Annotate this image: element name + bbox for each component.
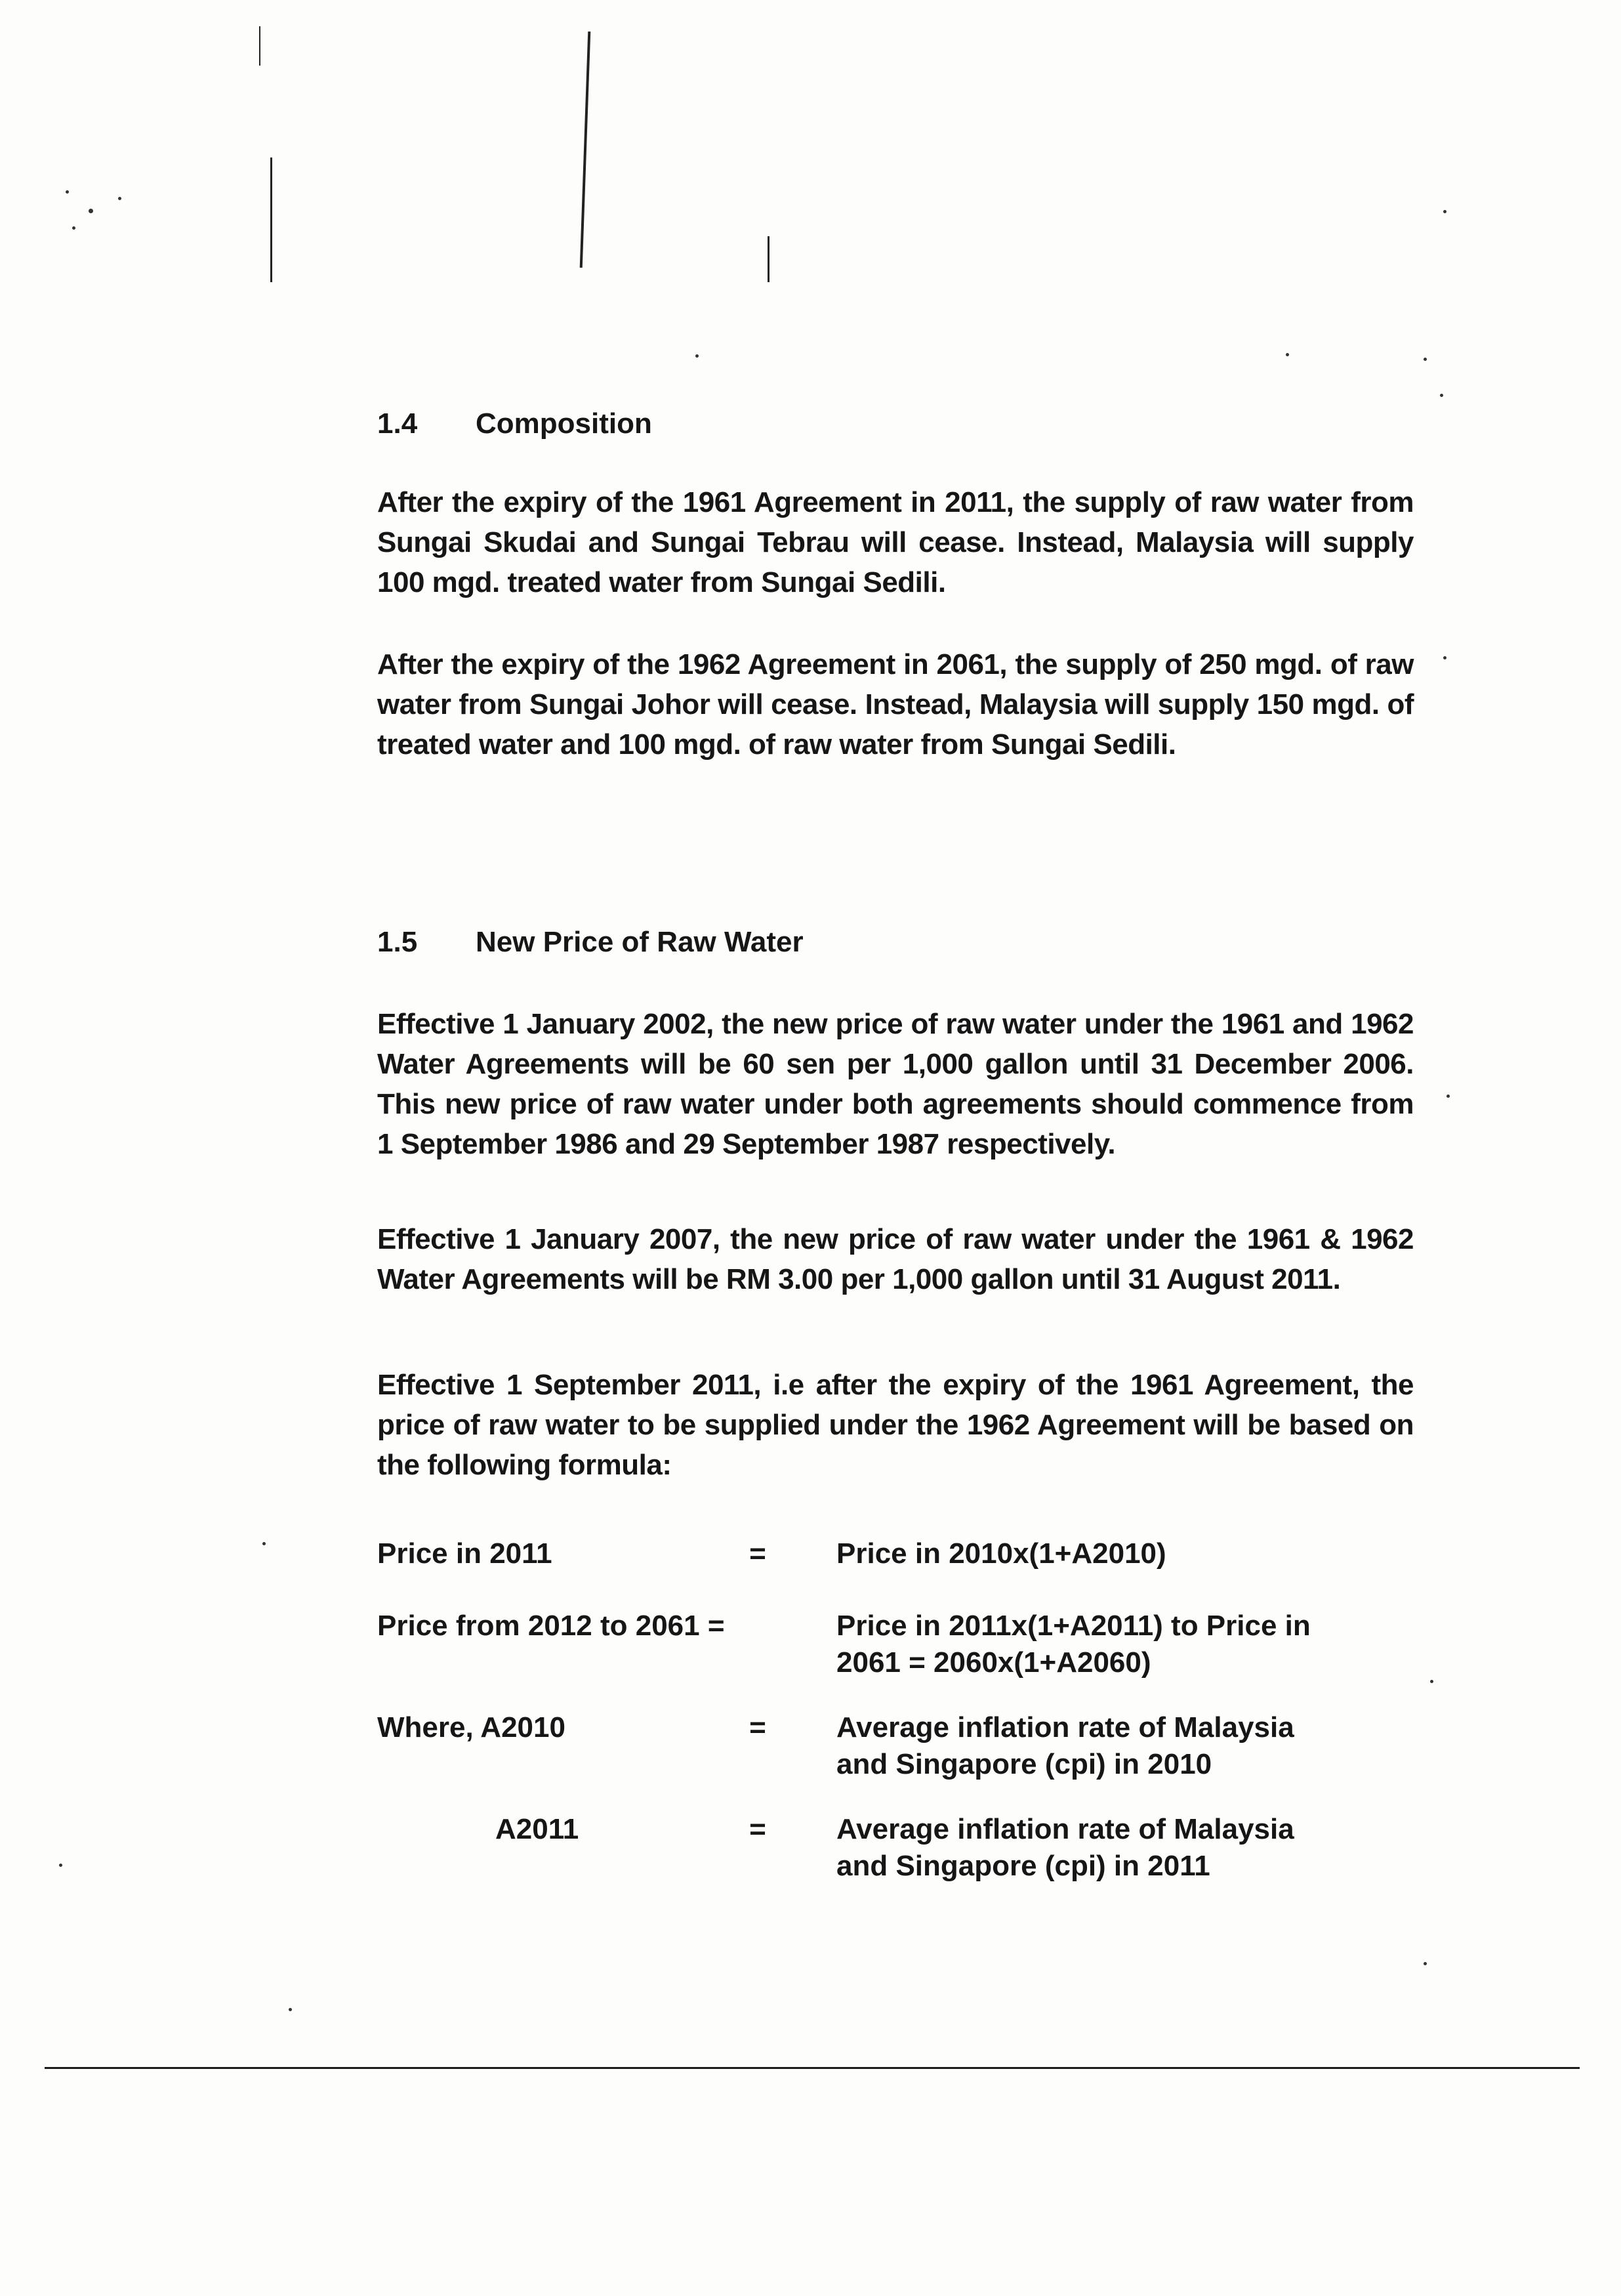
- scan-speck: [72, 226, 75, 230]
- formula-rhs: [836, 1608, 1427, 1681]
- formula-rhs-line: and Singapore (cpi) in 2010: [836, 1748, 1212, 1780]
- section-number: 1.5: [377, 926, 418, 958]
- scan-speck: [262, 1542, 266, 1545]
- formula-equals: =: [749, 1537, 766, 1570]
- paragraph: Effective 1 January 2007, the new price of raw water under the 1961 & 1962 Water Agreements will be RM 3.00 per 1,000 gallon until 31 August 2011.: [377, 1223, 1414, 1295]
- formula-rhs: [836, 1535, 1427, 1572]
- formula-lhs: Price in 2011: [377, 1537, 552, 1570]
- scan-speck: [59, 1864, 62, 1867]
- formula-rhs: [836, 1811, 1427, 1885]
- paragraph: Effective 1 January 2002, the new price of raw water under the 1961 and 1962 Water Agreements will be 60 sen per 1,000 gallon until 31 December 2006. This new price of raw water under both agreements should commence from 1 September 1986 and 29 September 1987 respectively.: [377, 1008, 1414, 1160]
- formula-equals: =: [749, 1813, 766, 1845]
- scan-speck: [1440, 394, 1443, 397]
- scan-speck: [1443, 210, 1447, 213]
- scan-speck: [289, 2008, 292, 2011]
- scan-speck: [66, 190, 69, 194]
- scan-mark-vertical: [580, 31, 591, 268]
- scan-speck: [1424, 358, 1427, 361]
- scan-mark-vertical: [768, 236, 769, 282]
- scan-mark-vertical: [270, 157, 272, 282]
- scan-speck: [1443, 656, 1447, 659]
- formula-rhs-line: Average inflation rate of Malaysia: [836, 1813, 1294, 1845]
- section-title: New Price of Raw Water: [476, 926, 804, 958]
- scan-speck: [118, 197, 121, 200]
- section-heading-new-price: [377, 925, 804, 960]
- formula-rhs-line: and Singapore (cpi) in 2011: [836, 1850, 1210, 1882]
- formula-equals: =: [749, 1711, 766, 1743]
- formula-lhs: Where, A2010: [377, 1711, 565, 1743]
- scan-speck: [695, 354, 699, 358]
- formula-rhs-line: Price in 2010x(1+A2010): [836, 1537, 1166, 1570]
- scan-speck: [1424, 1962, 1427, 1965]
- scan-mark-vertical: [259, 26, 260, 66]
- formula-lhs: A2011: [495, 1813, 579, 1845]
- paragraph: After the expiry of the 1962 Agreement in 2061, the supply of 250 mgd. of raw water from Sungai Johor will cease. Instead, Malaysia will supply 150 mgd. of treated water and 100 mgd. of raw water from Sungai Sedili.: [377, 648, 1414, 761]
- section-number: 1.4: [377, 407, 418, 440]
- formula-lhs: Price from 2012 to 2061 =: [377, 1610, 725, 1642]
- scan-speck: [1286, 353, 1289, 356]
- bottom-rule: [45, 2067, 1580, 2069]
- scan-speck: [1430, 1680, 1433, 1683]
- section-heading-composition: [377, 407, 652, 442]
- scan-speck: [89, 209, 93, 213]
- formula-rhs-line: 2061 = 2060x(1+A2060): [836, 1646, 1151, 1679]
- formula-rhs-line: Average inflation rate of Malaysia: [836, 1711, 1294, 1743]
- scan-speck: [1447, 1095, 1450, 1098]
- paragraph: Effective 1 September 2011, i.e after the expiry of the 1961 Agreement, the price of raw water to be supplied under the 1962 Agreement will be based on the following formula:: [377, 1369, 1414, 1481]
- paragraph: After the expiry of the 1961 Agreement in 2011, the supply of raw water from Sungai Skudai and Sungai Tebrau will cease. Instead, Malaysia will supply 100 mgd. treated water from Sungai Sedili.: [377, 486, 1414, 598]
- formula-rhs-line: Price in 2011x(1+A2011) to Price in: [836, 1610, 1311, 1642]
- section-title: Composition: [476, 407, 652, 440]
- formula-rhs: [836, 1709, 1427, 1783]
